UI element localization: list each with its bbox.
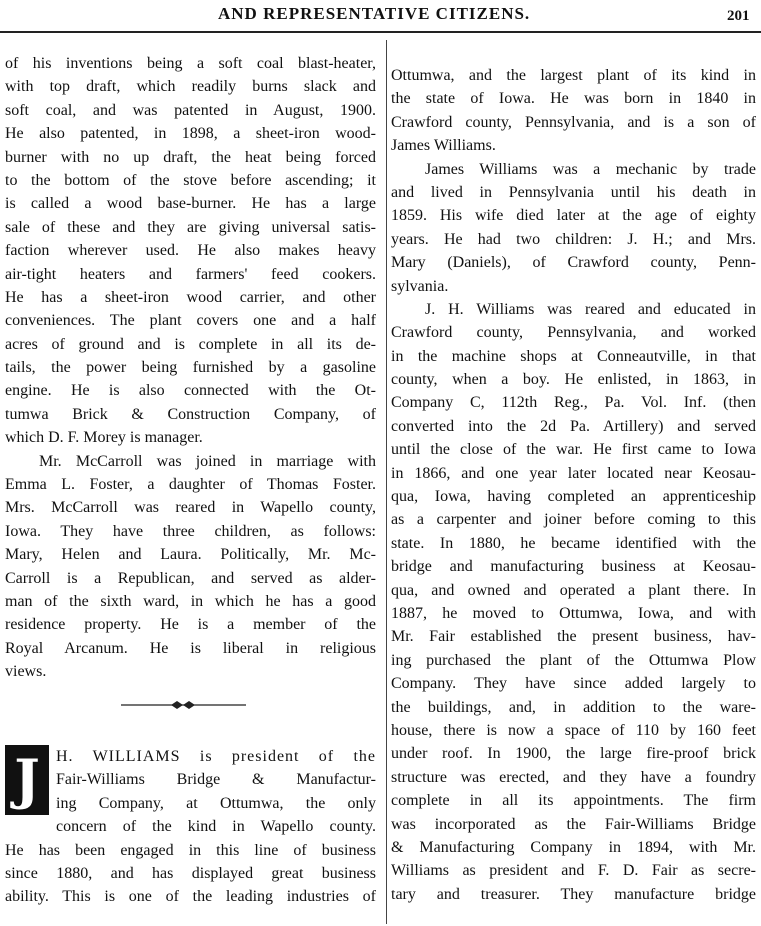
text-line: which D. F. Morey is manager. <box>5 429 203 447</box>
text-line: was incorporated as the Fair-Williams Bridge <box>391 815 756 833</box>
text-line: Mr. Fair established the present business, hav- <box>391 628 756 646</box>
text-line: Crawford county, Pennsylvania, and worked <box>391 324 756 342</box>
column-divider <box>386 40 387 924</box>
text-line: J. H. Williams was reared and educated in <box>425 300 756 318</box>
text-line: 1887, he moved to Ottumwa, Iowa, and with <box>391 604 756 622</box>
text-line: bridge and manufacturing business at Keosau- <box>391 558 756 576</box>
text-line: the buildings, and, in addition to the ware- <box>391 698 756 716</box>
text-line: tumwa Brick & Construction Company, of <box>5 405 376 423</box>
page-number: 201 <box>727 8 750 24</box>
text-line: with top draft, which readily burns slack and <box>5 78 376 96</box>
text-line: conveniences. The plant covers one and a half <box>5 312 376 330</box>
text-line: is called a wood base-burner. He has a large <box>5 195 376 213</box>
text-line: until the close of the war. He first came to Iowa <box>391 441 756 459</box>
text-line: He has been engaged in this line of business <box>5 841 376 859</box>
text-line: residence property. He is a member of the <box>5 616 376 634</box>
text-line: tails, the power being furnished by a gasoline <box>5 359 376 377</box>
running-title: AND REPRESENTATIVE CITIZENS. <box>218 4 531 23</box>
text-line: He has a sheet-iron wood carrier, and other <box>5 288 376 306</box>
page-header <box>0 0 761 30</box>
text-line: since 1880, and has displayed great business <box>5 864 376 882</box>
text-line: complete in all its appointments. The firm <box>391 792 756 810</box>
text-line: Iowa. They have three children, as follows: <box>5 522 376 540</box>
text-line: ing purchased the plant of the Ottumwa Plow <box>391 651 756 669</box>
text-line: Mary, Helen and Laura. Politically, Mr. Mc- <box>5 546 376 564</box>
left-column <box>5 52 376 684</box>
text-line: Mary (Daniels), of Crawford county, Penn- <box>391 254 756 272</box>
biography-williams <box>5 745 376 909</box>
text-line: and lived in Pennsylvania until his death in <box>391 183 756 201</box>
text-line: Royal Arcanum. He is liberal in religious <box>5 639 376 657</box>
text-line: James Williams. <box>391 137 496 155</box>
text-line: Williams as president and F. D. Fair as secre- <box>391 862 756 880</box>
text-line: acres of ground and is complete in all its de- <box>5 335 376 353</box>
text-line: structure was erected, and they have a foundry <box>391 768 756 786</box>
text-line: in 1866, and one year later located near Keosau- <box>391 464 756 482</box>
text-line: the state of Iowa. He was born in 1840 in <box>391 90 756 108</box>
text-line: soft coal, and was patented in August, 1900. <box>5 101 376 119</box>
text-line: He also patented, in 1898, a sheet-iron wood- <box>5 125 376 143</box>
text-line: Fair-Williams Bridge & Manufactur- <box>56 771 376 789</box>
right-column <box>391 64 756 906</box>
text-line: state. In 1880, he became identified with the <box>391 534 756 552</box>
text-line: Carroll is a Republican, and served as alder- <box>5 569 376 587</box>
text-line: county, when a boy. He enlisted, in 1863, in <box>391 371 756 389</box>
text-line: air-tight heaters and farmers' feed cookers. <box>5 265 376 283</box>
text-line: 1859. His wife died later at the age of eighty <box>391 207 756 225</box>
text-line: & Manufacturing Company in 1894, with Mr. <box>391 838 756 856</box>
text-line: as a carpenter and joiner before coming to this <box>391 511 756 529</box>
text-line: H. WILLIAMS is president of the <box>56 748 376 765</box>
text-line: sylvania. <box>391 277 449 295</box>
text-line: converted into the 2d Pa. Artillery) and served <box>391 417 756 435</box>
text-line: views. <box>5 663 47 681</box>
text-line: Ottumwa, and the largest plant of its kind in <box>391 67 756 84</box>
text-line: engine. He is also connected with the Ot- <box>5 382 376 400</box>
text-line: to the bottom of the stove before ascending; it <box>5 171 376 189</box>
text-line: years. He had two children: J. H.; and Mrs. <box>391 230 756 248</box>
section-ornament <box>121 698 246 712</box>
text-line: in the machine shops at Conneautville, in that <box>391 347 756 365</box>
text-line: sale of these and they are giving universal satis- <box>5 218 376 236</box>
text-line: qua, Iowa, having completed an apprenticeship <box>391 488 756 506</box>
text-line: ing Company, at Ottumwa, the only <box>56 794 376 812</box>
drop-cap: J <box>5 745 49 815</box>
text-line: faction wherever used. He also makes heavy <box>5 242 376 260</box>
text-line: burner with no up draft, the heat being forced <box>5 148 376 166</box>
text-line: Company. They have since added largely to <box>391 675 756 693</box>
text-line: tary and treasurer. They manufacture bridge <box>391 885 756 903</box>
text-line: James Williams was a mechanic by trade <box>425 160 756 178</box>
text-line: Mrs. McCarroll was reared in Wapello county, <box>5 499 376 517</box>
text-line: house, there is now a space of 110 by 160 feet <box>391 721 756 739</box>
text-line: ability. This is one of the leading industries of <box>5 888 376 906</box>
text-line: of his inventions being a soft coal blast-heater, <box>5 55 376 72</box>
text-line: Emma L. Foster, a daughter of Thomas Foster. <box>5 476 376 494</box>
text-line: qua, and owned and operated a plant there. In <box>391 581 756 599</box>
text-line: concern of the kind in Wapello county. <box>56 818 376 836</box>
text-line: under roof. In 1900, the large fire-proof brick <box>391 745 756 763</box>
text-line: Crawford county, Pennsylvania, and is a son of <box>391 113 756 131</box>
header-rule <box>0 31 761 33</box>
text-line: man of the sixth ward, in which he has a good <box>5 592 376 610</box>
text-line: Company C, 112th Reg., Pa. Vol. Inf. (then <box>391 394 756 412</box>
text-line: Mr. McCarroll was joined in marriage with <box>39 452 376 470</box>
